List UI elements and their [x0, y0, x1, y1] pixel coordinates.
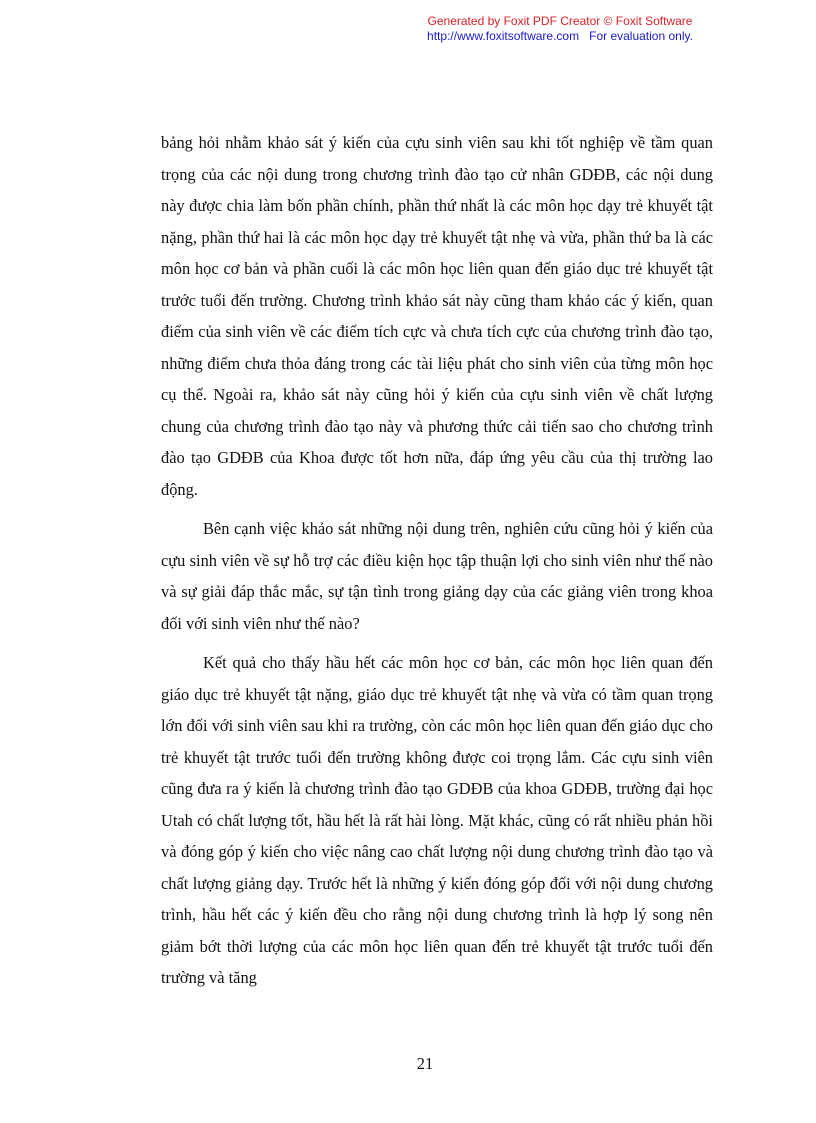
paragraph-support-conditions: Bên cạnh việc khảo sát những nội dung trên, nghiên cứu cũng hỏi ý kiến của cựu sinh viên về sự hỗ trợ các điều kiện học tập thuận lợi cho sinh viên như thế nào và sự giải đáp thắc mắc, sự tận tình trong giảng dạy của các giảng viên trong khoa đối với sinh viên như thế nào? — [161, 519, 713, 633]
document-body — [161, 127, 713, 1002]
watermark-evaluation-note: For evaluation only. — [589, 29, 693, 43]
page-number: 21 — [416, 1054, 434, 1073]
watermark-url[interactable]: http://www.foxitsoftware.com — [427, 29, 580, 43]
paragraph-survey-description: bảng hỏi nhằm khảo sát ý kiến của cựu sinh viên sau khi tốt nghiệp về tầm quan trọng của các nội dung trong chương trình đào tạo cử nhân GDĐB, các nội dung này được chia làm bốn phần chính, phần thứ nhất là các môn học dạy trẻ khuyết tật nặng, phần thứ hai là các môn học dạy trẻ khuyết tật nhẹ và vừa, phần thứ ba là các môn học cơ bản và phần cuối là các môn học liên quan đến giáo dục trẻ khuyết tật trước tuổi đến trường. Chương trình khảo sát này cũng tham khảo các ý kiến, quan điểm của sinh viên về các điểm tích cực và chưa tích cực của chương trình đào tạo, những điểm chưa thỏa đáng trong các tài liệu phát cho sinh viên của từng môn học cụ thể. Ngoài ra, khảo sát này cũng hỏi ý kiến của cựu sinh viên về chất lượng chung của chương trình đào tạo này và phương thức cải tiến sao cho chương trình đào tạo GDĐB của Khoa được tốt hơn nữa, đáp ứng yêu cầu của thị trường lao động. — [161, 133, 713, 499]
foxit-watermark — [380, 14, 740, 44]
paragraph-survey-results: Kết quả cho thấy hầu hết các môn học cơ bản, các môn học liên quan đến giáo dục trẻ khuyết tật nặng, giáo dục trẻ khuyết tật nhẹ và vừa có tầm quan trọng lớn đối với sinh viên sau khi ra trường, còn các môn học liên quan đến giáo dục cho trẻ khuyết tật trước tuổi đến trường không được coi trọng lắm. Các cựu sinh viên cũng đưa ra ý kiến là chương trình đào tạo GDĐB của khoa GDĐB, trường đại học Utah có chất lượng tốt, hầu hết là rất hài lòng. Mặt khác, cũng có rất nhiều phản hồi và đóng góp ý kiến cho việc nâng cao chất lượng nội dung chương trình đào tạo và chất lượng giảng dạy. Trước hết là những ý kiến đóng góp đối với nội dung chương trình, hầu hết các ý kiến đều cho rằng nội dung chương trình là hợp lý song nên giảm bớt thời lượng của các môn học liên quan đến trẻ khuyết tật trước tuổi đến trường và tăng — [161, 653, 713, 987]
watermark-generator-text: Generated by Foxit PDF Creator © Foxit Software — [427, 14, 693, 28]
watermark-url-line — [380, 29, 740, 44]
